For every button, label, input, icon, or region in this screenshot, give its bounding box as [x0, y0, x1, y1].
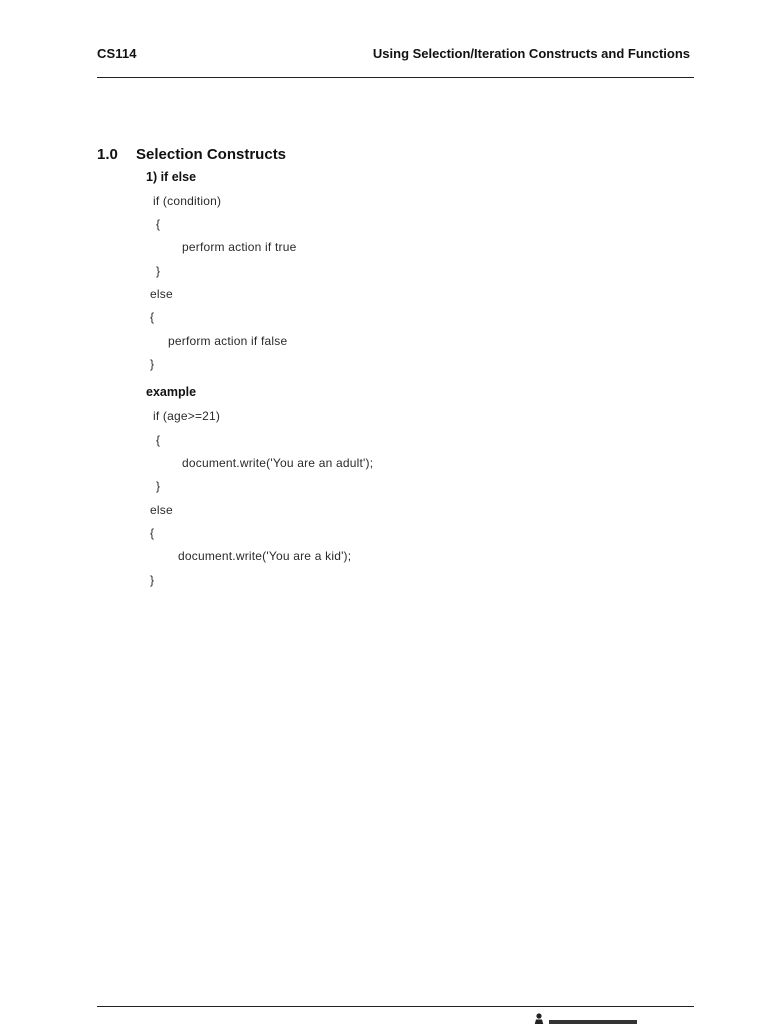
header-divider [97, 77, 694, 78]
footer-logo [530, 1012, 650, 1024]
code-line: } [150, 573, 155, 587]
code-line: } [156, 264, 161, 278]
code-line: document.write('You are an adult'); [182, 456, 374, 470]
code-line: document.write('You are a kid'); [178, 549, 352, 563]
section-number: 1.0 [97, 146, 118, 163]
code-line: } [150, 357, 155, 371]
example-heading: example [146, 385, 197, 399]
code-line: { [156, 433, 161, 447]
code-line: { [156, 217, 161, 231]
code-line: { [150, 310, 155, 324]
code-line: { [150, 526, 155, 540]
code-line: else [150, 287, 173, 301]
subsection-heading: 1) if else [146, 170, 197, 184]
code-line: perform action if false [168, 334, 288, 348]
code-line: else [150, 503, 173, 517]
publisher-logo-icon [530, 1013, 650, 1024]
section-title: Selection Constructs [136, 146, 287, 163]
code-line: } [156, 479, 161, 493]
code-line: if (age>=21) [153, 409, 221, 423]
footer-divider [97, 1006, 694, 1007]
header-title: Using Selection/Iteration Constructs and Functions [372, 46, 690, 61]
code-line: perform action if true [182, 240, 297, 254]
section-heading [97, 146, 286, 163]
code-line: if (condition) [153, 194, 222, 208]
header-course-code: CS114 [97, 46, 137, 61]
